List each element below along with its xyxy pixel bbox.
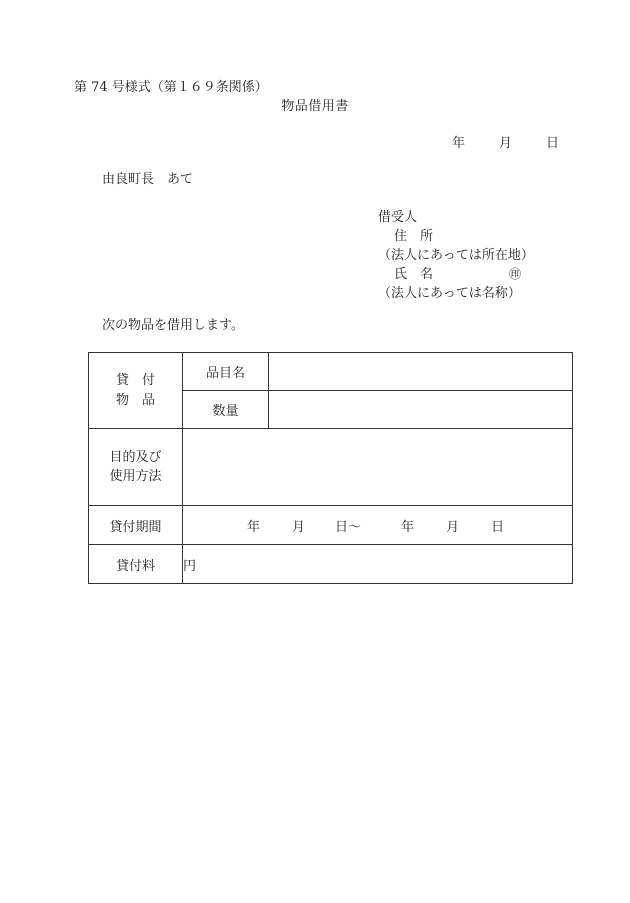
name-label: 氏 名 xyxy=(394,267,434,282)
purpose-label-cell xyxy=(89,429,183,506)
item-name-label: 品目名 xyxy=(183,353,269,391)
intro-text: 次の物品を借用します。 xyxy=(102,318,244,333)
table-row-item-name xyxy=(89,353,573,391)
period-end-day: 日 xyxy=(491,519,505,535)
addressee: 由良町長 あて xyxy=(102,172,194,187)
quantity-field[interactable] xyxy=(269,391,573,429)
item-label-line1: 貸 付 xyxy=(115,372,155,388)
table-row-purpose xyxy=(89,429,573,506)
submission-date xyxy=(452,136,559,152)
purpose-label-line1: 目的及び xyxy=(109,450,162,465)
date-year: 年 xyxy=(452,136,466,151)
item-label-line2: 物 品 xyxy=(115,392,155,408)
borrower-heading: 借受人 xyxy=(378,210,418,225)
item-name-field[interactable] xyxy=(269,353,573,391)
quantity-label: 数量 xyxy=(183,391,269,429)
table-row-period xyxy=(89,506,573,545)
period-start-day: 日～ xyxy=(335,519,362,535)
fee-unit: 円 xyxy=(183,558,197,574)
document-title: 物品借用書 xyxy=(281,99,349,114)
period-label: 貸付期間 xyxy=(89,506,183,545)
name-row xyxy=(378,265,534,284)
period-end-year: 年 xyxy=(401,519,415,535)
fee-field[interactable] xyxy=(183,545,573,584)
form-number: 第 74 号様式（第１６９条関係） xyxy=(74,80,268,95)
loan-items-table xyxy=(88,352,573,584)
period-values xyxy=(183,516,572,535)
period-start-year: 年 xyxy=(247,519,261,535)
fee-label: 貸付料 xyxy=(89,545,183,584)
address-label: 住 所 xyxy=(394,229,434,244)
seal-icon: ㊞ xyxy=(509,267,522,281)
period-field[interactable] xyxy=(183,506,573,545)
date-day: 日 xyxy=(546,136,560,151)
period-start-month: 月 xyxy=(292,519,306,535)
item-label-cell xyxy=(89,353,183,429)
name-note: （法人にあっては名称） xyxy=(378,286,521,301)
purpose-label-line2: 使用方法 xyxy=(109,469,162,484)
address-note: （法人にあっては所在地） xyxy=(378,248,534,263)
borrower-block xyxy=(378,208,534,303)
table-row-fee xyxy=(89,545,573,584)
date-month: 月 xyxy=(499,136,513,151)
period-end-month: 月 xyxy=(446,519,460,535)
purpose-field[interactable] xyxy=(183,429,573,506)
